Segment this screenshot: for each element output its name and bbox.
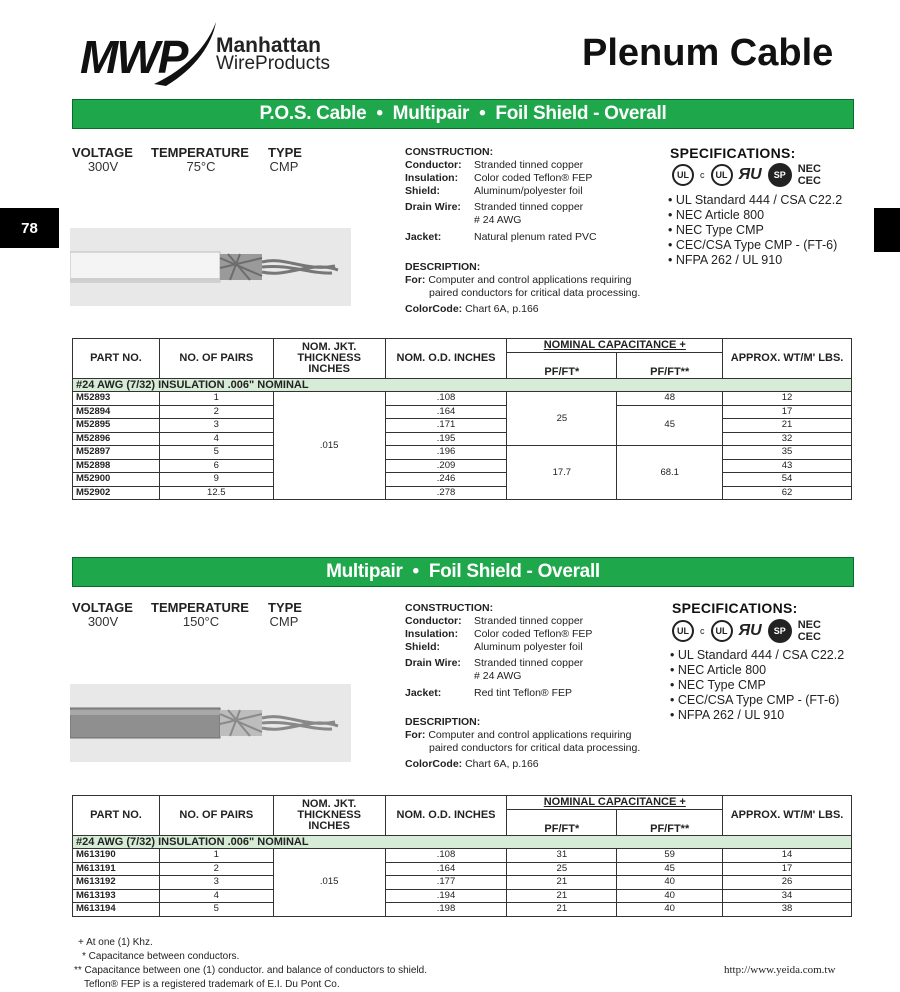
s2-spec-item: • NEC Article 800 xyxy=(670,663,767,677)
c-mark-label: c xyxy=(700,626,705,636)
s2-spec-item: • CEC/CSA Type CMP - (FT-6) xyxy=(670,693,840,707)
s2-shield-value: Aluminum polyester foil xyxy=(474,641,583,653)
th-weight: APPROX. WT/M' LBS. xyxy=(723,339,852,379)
s2-insulation-label: Insulation: xyxy=(405,628,459,640)
logo-name-line1: Manhattan xyxy=(216,34,321,57)
th-pairs: NO. OF PAIRS xyxy=(159,339,273,379)
table-row: M52902 12.5 .278 62 xyxy=(73,486,852,500)
th-thickness: NOM. JKT. THICKNESS INCHES xyxy=(273,339,385,379)
s2-desc-line1: Computer and control applications requiring xyxy=(428,729,632,741)
th-part-no: PART NO. xyxy=(73,339,160,379)
csa-mark-icon: SP xyxy=(768,163,792,187)
s1-drain-value2: # 24 AWG xyxy=(474,214,522,226)
s2-voltage-label: VOLTAGE xyxy=(72,600,133,615)
ul-mark-icon: UL xyxy=(672,164,694,186)
s1-pf2-group-b: 68.1 xyxy=(617,446,723,500)
s1-drain-label: Drain Wire: xyxy=(405,201,461,213)
s1-voltage-value: 300V xyxy=(87,159,119,174)
page-number: 78 xyxy=(21,219,38,237)
s1-type-label: TYPE xyxy=(268,145,302,160)
s1-spec-table xyxy=(72,338,852,500)
s1-for-label: For: xyxy=(405,274,426,286)
section1-band-title: P.O.S. Cable • Multipair • Foil Shield - Overall xyxy=(259,103,667,124)
table-row: M52900 9 .246 54 xyxy=(73,473,852,487)
s2-description-title: DESCRIPTION: xyxy=(405,716,481,728)
th-pairs: NO. OF PAIRS xyxy=(159,796,273,836)
s2-jacket-value: Red tint Teflon® FEP xyxy=(474,687,573,699)
ul-mark-icon: UL xyxy=(672,620,694,642)
table-row: M52898 6 .209 43 xyxy=(73,459,852,473)
s1-construction-title: CONSTRUCTION: xyxy=(405,146,494,158)
nec-cec-mark: NEC CEC xyxy=(797,619,821,643)
s1-insulation-label: Insulation: xyxy=(405,172,459,184)
s2-insulation-value: Color coded Teflon® FEP xyxy=(474,628,593,640)
s1-jacket-label: Jacket: xyxy=(405,231,442,243)
page-number-tab xyxy=(0,208,59,248)
s1-spec-list xyxy=(668,193,842,268)
s1-desc-line1: Computer and control applications requiring xyxy=(428,274,632,286)
nec-cec-mark: NEC CEC xyxy=(797,163,821,187)
s1-temperature-label: TEMPERATURE xyxy=(151,145,249,160)
th-part-no: PART NO. xyxy=(73,796,160,836)
s1-construction xyxy=(405,146,597,244)
edge-tab xyxy=(874,208,900,252)
s2-drain-label: Drain Wire: xyxy=(405,657,461,669)
s2-type-value: CMP xyxy=(269,614,299,629)
c-mark-label: c xyxy=(700,170,705,180)
s1-type-value: CMP xyxy=(269,159,299,174)
table-row: M613193 4 .194 21 40 34 xyxy=(73,889,852,903)
s1-colorcode-label: ColorCode: xyxy=(405,303,463,315)
cul-mark-icon: UL xyxy=(711,620,733,642)
s1-spec-item: • UL Standard 444 / CSA C22.2 xyxy=(668,193,843,207)
s1-temperature-value: 75°C xyxy=(186,159,216,174)
table-row: M52893 1 .015 .108 25 48 12 xyxy=(73,392,852,406)
table-row: M613191 2 .164 25 45 17 xyxy=(73,862,852,876)
s2-cert-marks xyxy=(672,619,821,643)
s1-cable-photo xyxy=(70,228,351,306)
s2-construction xyxy=(405,602,592,700)
section1-band xyxy=(72,99,854,129)
th-pf2: PF/FT** xyxy=(617,809,723,835)
s2-spec-list xyxy=(670,648,844,723)
s2-spec-item: • NFPA 262 / UL 910 xyxy=(670,708,785,722)
s1-desc-line2: paired conductors for critical data processing. xyxy=(429,287,641,299)
table-row: M52895 3 .171 21 xyxy=(73,419,852,433)
s1-pf1-group-a: 25 xyxy=(507,392,617,446)
footnotes xyxy=(74,936,428,992)
table-row: M613190 1 .015 .108 31 59 14 xyxy=(73,849,852,863)
s2-spec-item: • UL Standard 444 / CSA C22.2 xyxy=(670,648,845,662)
table-row: M52896 4 .195 32 xyxy=(73,432,852,446)
website-url: http://www.yeida.com.tw xyxy=(724,964,836,976)
s2-cable-photo xyxy=(70,684,351,762)
s1-thickness-value: .015 xyxy=(273,392,385,500)
s2-desc-line2: paired conductors for critical data processing. xyxy=(429,742,641,754)
csa-mark-icon: SP xyxy=(768,619,792,643)
s1-spec-item: • NEC Type CMP xyxy=(668,223,764,237)
table-row: M613192 3 .177 21 40 26 xyxy=(73,876,852,890)
s1-conductor-value: Stranded tinned copper xyxy=(474,159,584,171)
s2-jacket-label: Jacket: xyxy=(405,687,442,699)
s1-jacket-value: Natural plenum rated PVC xyxy=(474,231,597,243)
s2-temperature-label: TEMPERATURE xyxy=(151,600,249,615)
section2-band-title: Multipair • Foil Shield - Overall xyxy=(326,561,600,582)
s2-thickness-value: .015 xyxy=(273,849,385,917)
s2-specifications-title: SPECIFICATIONS: xyxy=(672,600,798,616)
s1-specifications-title: SPECIFICATIONS: xyxy=(670,145,796,161)
table-row: M613194 5 .198 21 40 38 xyxy=(73,903,852,917)
th-weight: APPROX. WT/M' LBS. xyxy=(723,796,852,836)
cul-mark-icon: UL xyxy=(711,164,733,186)
s1-description xyxy=(405,261,640,316)
s1-shield-value: Aluminum/polyester foil xyxy=(474,185,583,197)
s1-cert-marks xyxy=(672,163,821,187)
s1-voltage-label: VOLTAGE xyxy=(72,145,133,160)
th-od: NOM. O.D. INCHES xyxy=(385,339,507,379)
table-row: M52897 5 .196 17.7 68.1 35 xyxy=(73,446,852,460)
s1-table-band: #24 AWG (7/32) INSULATION .006" NOMINAL xyxy=(73,378,852,392)
s1-pf1-group-b: 17.7 xyxy=(507,446,617,500)
footnote: Teflon® FEP is a registered trademark of E.I. Du Pont Co. xyxy=(84,979,340,990)
logo-name-line2: WireProducts xyxy=(216,53,331,74)
s1-spec-item: • NEC Article 800 xyxy=(668,208,765,222)
s1-conductor-label: Conductor: xyxy=(405,159,462,171)
s2-spec-item: • NEC Type CMP xyxy=(670,678,766,692)
s1-pf2-group-a: 45 xyxy=(617,405,723,446)
footnote: + At one (1) Khz. xyxy=(78,937,153,948)
s2-temperature-value: 150°C xyxy=(182,614,220,629)
s2-type-label: TYPE xyxy=(268,600,302,615)
ru-mark-icon: ЯU xyxy=(738,622,762,639)
th-capacitance: NOMINAL CAPACITANCE + xyxy=(507,339,723,353)
s1-shield-label: Shield: xyxy=(405,185,441,197)
s1-spec-item: • CEC/CSA Type CMP - (FT-6) xyxy=(668,238,838,252)
s1-description-title: DESCRIPTION: xyxy=(405,261,481,273)
footnote: ** Capacitance between one (1) conductor. and balance of conductors to shield. xyxy=(74,965,428,976)
s2-conductor-label: Conductor: xyxy=(405,615,462,627)
s1-pf2-first: 48 xyxy=(617,392,723,406)
s2-colorcode-label: ColorCode: xyxy=(405,758,463,770)
s2-spec-table xyxy=(72,795,852,917)
table-row: M52894 2 .164 45 17 xyxy=(73,405,852,419)
s2-drain-value: Stranded tinned copper xyxy=(474,657,584,669)
logo-mark: MWP xyxy=(80,31,187,83)
th-pf1: PF/FT* xyxy=(507,352,617,378)
s2-construction-title: CONSTRUCTION: xyxy=(405,602,494,614)
th-pf2: PF/FT** xyxy=(617,352,723,378)
section2-band xyxy=(72,557,854,587)
s1-insulation-value: Color coded Teflon® FEP xyxy=(474,172,593,184)
th-od: NOM. O.D. INCHES xyxy=(385,796,507,836)
s2-description xyxy=(405,716,640,771)
s1-colorcode-value: Chart 6A, p.166 xyxy=(465,303,539,315)
s1-spec-item: • NFPA 262 / UL 910 xyxy=(668,253,783,267)
s1-drain-value: Stranded tinned copper xyxy=(474,201,584,213)
s2-for-label: For: xyxy=(405,729,426,741)
th-capacitance: NOMINAL CAPACITANCE + xyxy=(507,796,723,810)
th-pf1: PF/FT* xyxy=(507,809,617,835)
th-thickness: NOM. JKT. THICKNESS INCHES xyxy=(273,796,385,836)
ru-mark-icon: ЯU xyxy=(738,166,762,183)
s2-voltage-value: 300V xyxy=(87,614,119,629)
page-title: Plenum Cable xyxy=(582,32,834,74)
s2-table-band: #24 AWG (7/32) INSULATION .006" NOMINAL xyxy=(73,835,852,849)
s2-drain-value2: # 24 AWG xyxy=(474,670,522,682)
footnote: * Capacitance between conductors. xyxy=(82,951,240,962)
s2-colorcode-value: Chart 6A, p.166 xyxy=(465,758,539,770)
s2-shield-label: Shield: xyxy=(405,641,441,653)
s2-conductor-value: Stranded tinned copper xyxy=(474,615,584,627)
